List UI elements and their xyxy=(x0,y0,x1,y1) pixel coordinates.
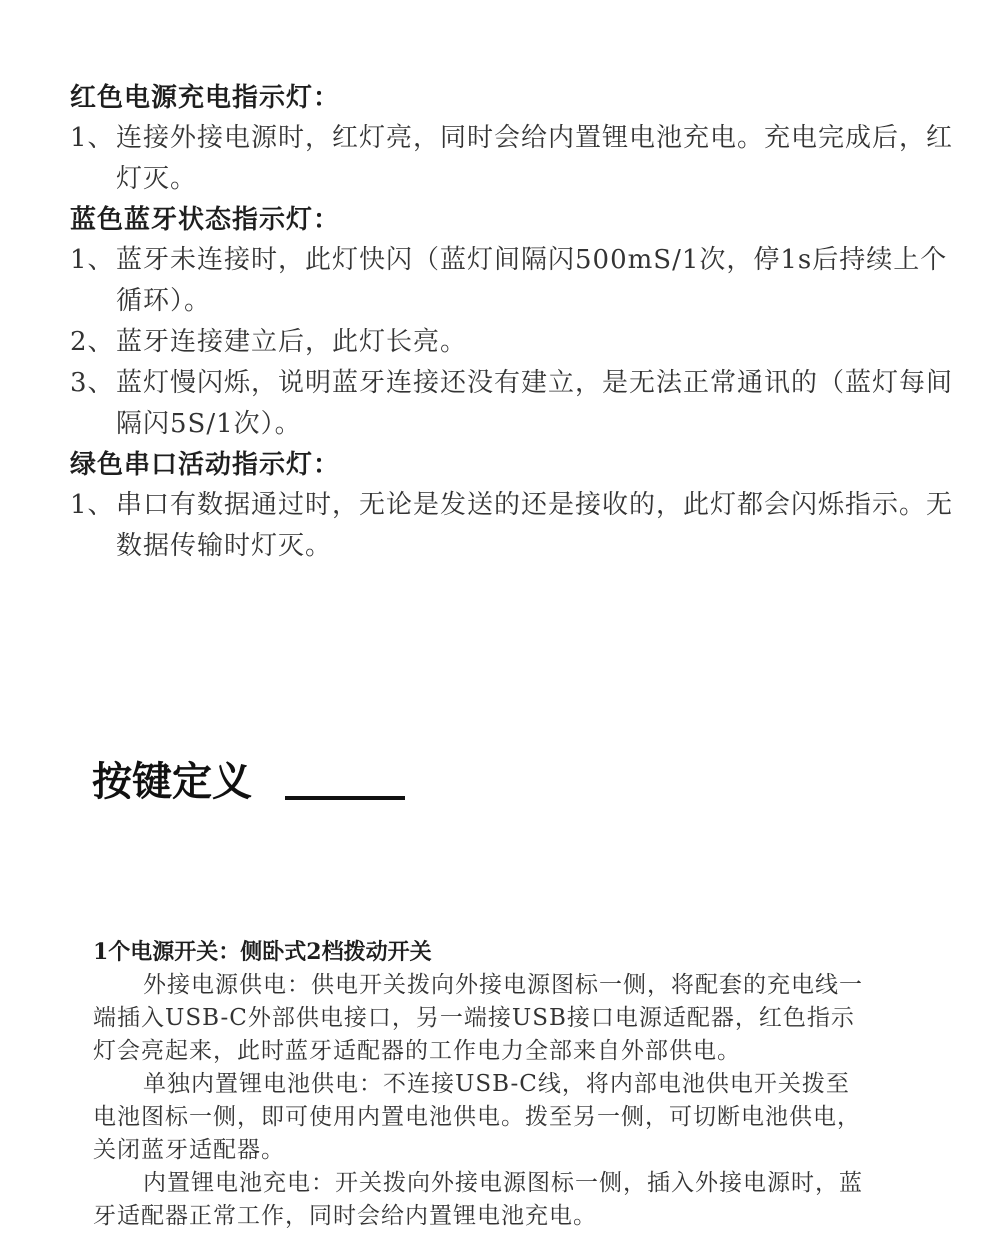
paragraph: 单独内置锂电池供电：不连接USB-C线，将内部电池供电开关拨至电池图标一侧，即可使用内置电池供电。拨至另一侧，可切断电池供电，关闭蓝牙适配器。 xyxy=(93,1071,861,1163)
item-number: 2、 xyxy=(70,327,115,357)
title-underline xyxy=(285,796,405,800)
paragraph: 外接电源供电：供电开关拨向外接电源图标一侧，将配套的充电线一端插入USB-C外部供电接口，另一端接USB接口电源适配器，红色指示灯会亮起来，此时蓝牙适配器的工作电力全部来自外部供电。 xyxy=(93,972,863,1064)
item-text: 蓝灯慢闪烁，说明蓝牙连接还没有建立，是无法正常通讯的（蓝灯每间隔闪5S/1次）。 xyxy=(116,368,954,439)
list-item xyxy=(70,363,970,445)
led-section xyxy=(70,78,970,567)
list-item xyxy=(70,322,970,363)
item-number: 3、 xyxy=(70,368,115,398)
blue-led-heading: 蓝色蓝牙状态指示灯： xyxy=(70,205,341,235)
key-section xyxy=(93,935,863,1233)
item-text: 连接外接电源时，红灯亮，同时会给内置锂电池充电。充电完成后，红灯灭。 xyxy=(116,123,954,194)
item-text: 蓝牙未连接时，此灯快闪（蓝灯间隔闪500mS/1次，停1s后持续上个循环）。 xyxy=(116,245,948,316)
section-title xyxy=(92,752,412,812)
item-number: 1、 xyxy=(70,123,115,153)
red-led-heading: 红色电源充电指示灯： xyxy=(70,83,341,113)
item-number: 1、 xyxy=(70,245,115,275)
item-text: 串口有数据通过时，无论是发送的还是接收的，此灯都会闪烁指示。无数据传输时灯灭。 xyxy=(116,490,954,561)
key-definition-title: 按键定义 xyxy=(92,759,252,805)
list-item xyxy=(70,240,970,322)
list-item xyxy=(70,485,970,567)
paragraph: 内置锂电池充电：开关拨向外接电源图标一侧，插入外接电源时，蓝牙适配器正常工作，同时会给内置锂电池充电。 xyxy=(93,1170,863,1229)
item-text: 蓝牙连接建立后，此灯长亮。 xyxy=(116,327,468,357)
item-number: 1、 xyxy=(70,490,115,520)
green-led-heading: 绿色串口活动指示灯： xyxy=(70,450,341,480)
switch-heading: 1个电源开关：侧卧式2档拨动开关 xyxy=(93,939,432,965)
list-item xyxy=(70,118,970,200)
